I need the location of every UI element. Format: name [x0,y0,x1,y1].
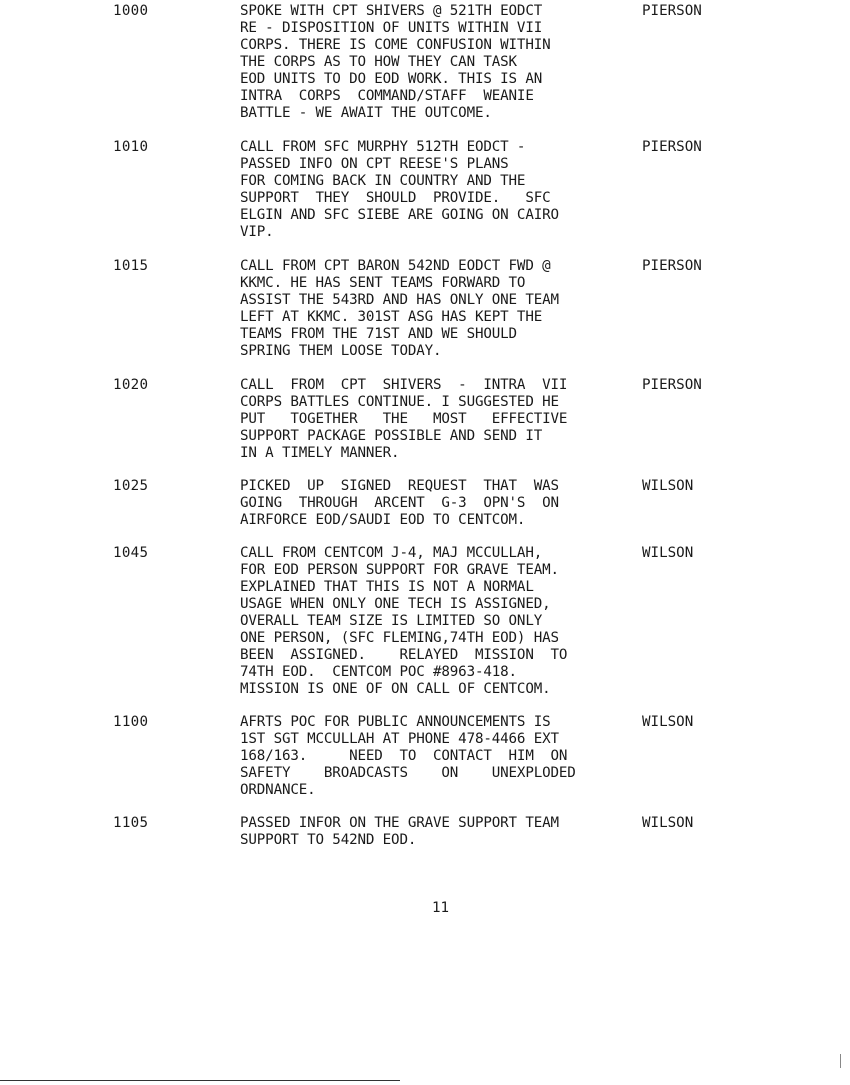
page-number: 11 [432,900,450,916]
entry-time: 1045 [113,545,149,561]
entry-author: PIERSON [642,377,702,393]
entry-text: CALL FROM CENTCOM J-4, MAJ MCCULLAH, FOR EOD PERSON SUPPORT FOR GRAVE TEAM. EXPLAINED THAT THIS IS NOT A NORMAL USAGE WHEN ONLY ONE TECH IS ASSIGNED, OVERALL TEAM SIZE IS LIMITED SO ONLY ONE PERSON, (SFC FLEMING,74TH EOD) HAS BEEN ASSIGNED. RELAYED MISSION TO 74TH EOD. CENTCOM POC #8963-418. MISSION IS ONE OF ON CALL OF CENTCOM. [240,545,568,697]
entry-time: 1010 [113,139,149,155]
entry-author: PIERSON [642,3,702,19]
entry-author: PIERSON [642,258,702,274]
scan-edge-mark [840,1054,841,1068]
entry-time: 1015 [113,258,149,274]
entry-text: PICKED UP SIGNED REQUEST THAT WAS GOING THROUGH ARCENT G-3 OPN'S ON AIRFORCE EOD/SAUDI EOD TO CENTCOM. [240,478,559,528]
entry-text: CALL FROM SFC MURPHY 512TH EODCT - PASSED INFO ON CPT REESE'S PLANS FOR COMING BACK IN COUNTRY AND THE SUPPORT THEY SHOULD PROVIDE. SFC ELGIN AND SFC SIEBE ARE GOING ON CAIRO VIP. [240,139,559,240]
entry-author: WILSON [642,478,694,494]
entry-time: 1105 [113,815,149,831]
entry-text: PASSED INFOR ON THE GRAVE SUPPORT TEAM SUPPORT TO 542ND EOD. [240,815,559,848]
entry-time: 1000 [113,3,149,19]
bottom-rule [0,1080,400,1081]
entry-author: WILSON [642,545,694,561]
entry-time: 1020 [113,377,149,393]
entry-author: WILSON [642,815,694,831]
entry-text: SPOKE WITH CPT SHIVERS @ 521TH EODCT RE - DISPOSITION OF UNITS WITHIN VII CORPS. THERE IS COME CONFUSION WITHIN THE CORPS AS TO HOW THEY CAN TASK EOD UNITS TO DO EOD WORK. THIS IS AN INTRA CORPS COMMAND/STAFF WEANIE BATTLE - WE AWAIT THE OUTCOME. [240,3,551,121]
entry-text: CALL FROM CPT SHIVERS - INTRA VII CORPS BATTLES CONTINUE. I SUGGESTED HE PUT TOGETHER THE MOST EFFECTIVE SUPPORT PACKAGE POSSIBLE AND SEND IT IN A TIMELY MANNER. [240,377,568,461]
entry-author: WILSON [642,714,694,730]
entry-author: PIERSON [642,139,702,155]
entry-time: 1100 [113,714,149,730]
entry-text: CALL FROM CPT BARON 542ND EODCT FWD @ KKMC. HE HAS SENT TEAMS FORWARD TO ASSIST THE 543RD AND HAS ONLY ONE TEAM LEFT AT KKMC. 301ST ASG HAS KEPT THE TEAMS FROM THE 71ST AND WE SHOULD SPRING THEM LOOSE TODAY. [240,258,559,359]
entry-text: AFRTS POC FOR PUBLIC ANNOUNCEMENTS IS 1ST SGT MCCULLAH AT PHONE 478-4466 EXT 168/163. NEED TO CONTACT HIM ON SAFETY BROADCASTS ON UNEXPLODED ORDNANCE. [240,714,576,798]
entry-time: 1025 [113,478,149,494]
